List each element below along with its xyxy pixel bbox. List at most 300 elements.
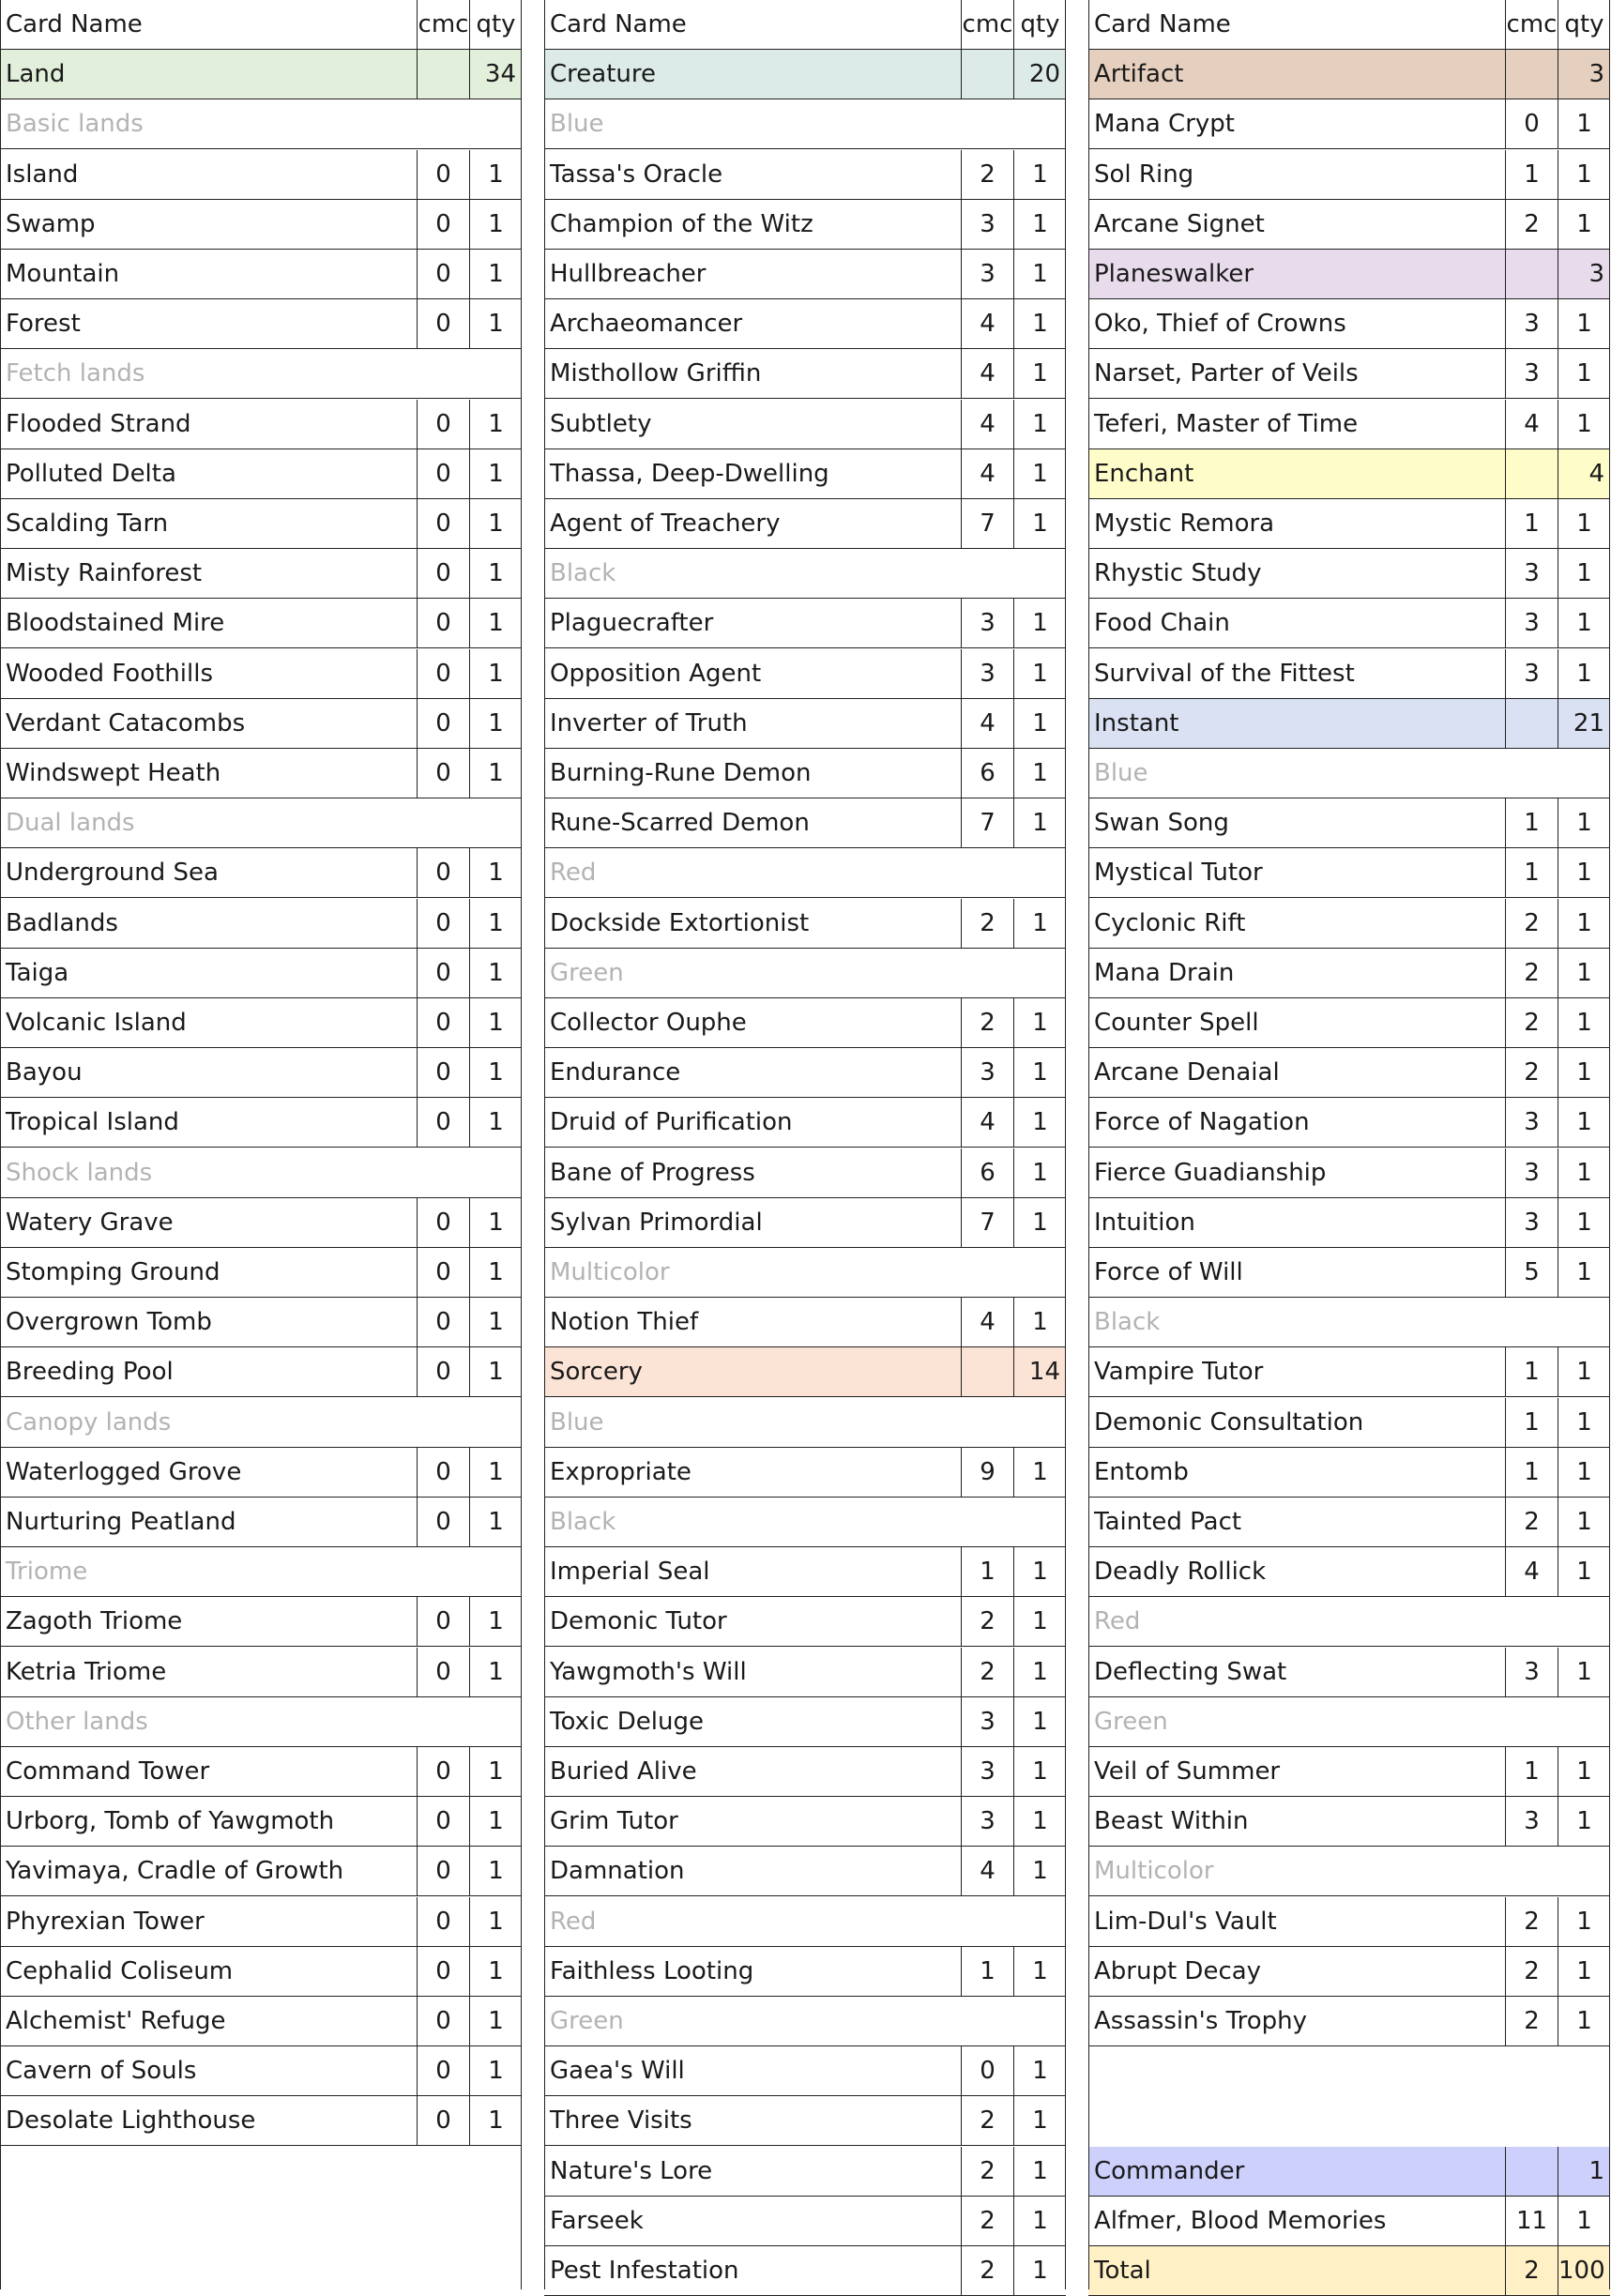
- card-row: [544, 2246, 1066, 2296]
- card-cmc: 3: [961, 599, 1013, 648]
- card-qty: 1: [1013, 349, 1066, 399]
- card-cmc: 4: [961, 1298, 1013, 1347]
- subheading-label: Green: [1088, 1697, 1610, 1747]
- card-cmc: 1: [1505, 798, 1558, 848]
- card-row: [544, 400, 1066, 449]
- card-row: [0, 1448, 522, 1498]
- card-row: [1088, 1547, 1610, 1597]
- card-qty: 1: [1558, 549, 1610, 599]
- card-qty: 1: [1013, 1048, 1066, 1098]
- card-row: [1088, 549, 1610, 599]
- card-qty: 1: [469, 749, 522, 798]
- card-row: [0, 150, 522, 200]
- card-qty: 1: [469, 1098, 522, 1148]
- card-name: Underground Sea: [0, 848, 417, 898]
- card-name: Waterlogged Grove: [0, 1448, 417, 1498]
- category-qty: 14: [1013, 1347, 1066, 1397]
- card-name: Grim Tutor: [544, 1797, 961, 1847]
- card-name: Archaeomancer: [544, 299, 961, 349]
- card-row: [0, 2046, 522, 2096]
- card-row: [1088, 1797, 1610, 1847]
- card-cmc: 0: [417, 749, 469, 798]
- card-qty: 1: [469, 250, 522, 299]
- card-cmc: 3: [1505, 1148, 1558, 1198]
- category-name: Sorcery: [544, 1347, 961, 1397]
- card-qty: 1: [1013, 1797, 1066, 1847]
- subheading-row-shock-lands: [0, 1148, 522, 1198]
- card-cmc: 7: [961, 499, 1013, 549]
- card-name: Flooded Strand: [0, 400, 417, 449]
- card-name: Mountain: [0, 250, 417, 299]
- card-name: Bayou: [0, 1048, 417, 1098]
- card-row: [1088, 599, 1610, 648]
- card-row: [544, 2147, 1066, 2197]
- card-qty: 1: [469, 1797, 522, 1847]
- category-row-commander: [1088, 2147, 1610, 2197]
- card-row: [0, 299, 522, 349]
- card-cmc: 1: [1505, 1448, 1558, 1498]
- card-row: [544, 1048, 1066, 1098]
- subheading-label: Red: [544, 848, 1066, 898]
- card-name: Beast Within: [1088, 1797, 1505, 1847]
- category-qty: 20: [1013, 50, 1066, 99]
- category-name: Enchant: [1088, 449, 1505, 499]
- card-cmc: 0: [417, 599, 469, 648]
- card-row: [544, 1797, 1066, 1847]
- card-name: Scalding Tarn: [0, 499, 417, 549]
- card-cmc: 0: [417, 499, 469, 549]
- card-qty: 1: [1558, 1448, 1610, 1498]
- card-qty: 1: [1013, 798, 1066, 848]
- card-name: Food Chain: [1088, 599, 1505, 648]
- subheading-row-other-lands: [0, 1697, 522, 1747]
- card-row: [0, 699, 522, 749]
- card-name: Stomping Ground: [0, 1248, 417, 1298]
- card-qty: 1: [469, 1597, 522, 1647]
- card-row: [544, 649, 1066, 699]
- card-qty: 1: [1013, 998, 1066, 1048]
- card-qty: 1: [1558, 899, 1610, 949]
- card-name: Farseek: [544, 2197, 961, 2246]
- card-cmc: 0: [417, 1947, 469, 1997]
- card-qty: 1: [1558, 599, 1610, 648]
- card-cmc: 3: [961, 1697, 1013, 1747]
- card-row: [1088, 1098, 1610, 1148]
- card-row: [1088, 1248, 1610, 1298]
- card-name: Collector Ouphe: [544, 998, 961, 1048]
- qty-header: qty: [469, 0, 522, 50]
- card-qty: 1: [1013, 1847, 1066, 1896]
- card-name: Entomb: [1088, 1448, 1505, 1498]
- subheading-label: Basic lands: [0, 99, 522, 149]
- card-name: Island: [0, 150, 417, 200]
- card-cmc: 2: [1505, 1498, 1558, 1547]
- card-row: [544, 1597, 1066, 1647]
- card-name: Subtlety: [544, 400, 961, 449]
- category-cmc: [1505, 449, 1558, 499]
- card-name: Mana Drain: [1088, 949, 1505, 998]
- card-name: Tassa's Oracle: [544, 150, 961, 200]
- category-row-instant: [1088, 699, 1610, 749]
- card-qty: 1: [1013, 1648, 1066, 1697]
- card-name-header: Card Name: [0, 0, 417, 50]
- subheading-row-blue: [1088, 749, 1610, 798]
- category-qty: 3: [1558, 250, 1610, 299]
- card-row: [0, 1847, 522, 1896]
- card-row: [1088, 349, 1610, 399]
- card-qty: 1: [1558, 848, 1610, 898]
- card-row: [544, 2096, 1066, 2146]
- card-name: Windswept Heath: [0, 749, 417, 798]
- card-row: [1088, 899, 1610, 949]
- card-name: Dockside Extortionist: [544, 899, 961, 949]
- card-name: Alfmer, Blood Memories: [1088, 2197, 1505, 2246]
- card-qty: 1: [1558, 1148, 1610, 1198]
- card-qty: 1: [1558, 1098, 1610, 1148]
- card-name: Demonic Consultation: [1088, 1398, 1505, 1448]
- category-qty: 4: [1558, 449, 1610, 499]
- card-cmc: 3: [961, 250, 1013, 299]
- card-name: Bloodstained Mire: [0, 599, 417, 648]
- card-name: Forest: [0, 299, 417, 349]
- card-row: [544, 1148, 1066, 1198]
- card-row: [0, 899, 522, 949]
- card-qty: 1: [1558, 200, 1610, 250]
- card-qty: 1: [1558, 299, 1610, 349]
- card-cmc: 2: [1505, 1947, 1558, 1997]
- card-cmc: 3: [1505, 1098, 1558, 1148]
- category-cmc: [961, 50, 1013, 99]
- card-name: Zagoth Triome: [0, 1597, 417, 1647]
- card-cmc: 0: [417, 1997, 469, 2046]
- card-row: [0, 998, 522, 1048]
- card-cmc: 1: [1505, 150, 1558, 200]
- category-cmc: [417, 50, 469, 99]
- card-cmc: 0: [417, 1248, 469, 1298]
- card-cmc: 2: [1505, 1997, 1558, 2046]
- card-row: [1088, 1398, 1610, 1448]
- card-cmc: 0: [417, 1747, 469, 1797]
- card-cmc: 6: [961, 749, 1013, 798]
- card-qty: 1: [1558, 949, 1610, 998]
- card-qty: 1: [1013, 2096, 1066, 2146]
- card-qty: 1: [1013, 1747, 1066, 1797]
- card-row: [0, 1498, 522, 1547]
- card-row: [0, 649, 522, 699]
- card-name-header: Card Name: [544, 0, 961, 50]
- subheading-row-canopy-lands: [0, 1398, 522, 1448]
- card-row: [0, 1298, 522, 1347]
- card-qty: 1: [1013, 2246, 1066, 2296]
- empty-row: [1088, 2046, 1610, 2096]
- column-right-border: [1065, 0, 1066, 2289]
- card-qty: 1: [1013, 1148, 1066, 1198]
- card-cmc: 2: [961, 150, 1013, 200]
- column-left-border: [1088, 0, 1089, 2289]
- card-cmc: 1: [1505, 1398, 1558, 1448]
- card-cmc: 3: [1505, 549, 1558, 599]
- card-cmc: 0: [417, 949, 469, 998]
- card-qty: 1: [1558, 150, 1610, 200]
- card-row: [0, 1597, 522, 1647]
- card-name: Endurance: [544, 1048, 961, 1098]
- card-name: Tainted Pact: [1088, 1498, 1505, 1547]
- subheading-row-green: [544, 949, 1066, 998]
- card-qty: 1: [1558, 1997, 1610, 2046]
- card-cmc: 4: [961, 699, 1013, 749]
- category-cmc: [1505, 50, 1558, 99]
- card-cmc: 0: [417, 998, 469, 1048]
- card-cmc: 3: [961, 1797, 1013, 1847]
- card-cmc: 0: [417, 1847, 469, 1896]
- card-qty: 1: [469, 899, 522, 949]
- card-qty: 1: [469, 1947, 522, 1997]
- subheading-row-multicolor: [1088, 1847, 1610, 1896]
- card-qty: 1: [1558, 1498, 1610, 1547]
- card-row: [1088, 1347, 1610, 1397]
- column-right-border: [521, 0, 522, 2289]
- card-qty: 1: [1013, 449, 1066, 499]
- card-name: Burning-Rune Demon: [544, 749, 961, 798]
- card-qty: 1: [1013, 299, 1066, 349]
- card-qty: 1: [1558, 1547, 1610, 1597]
- subheading-label: Red: [544, 1897, 1066, 1947]
- card-qty: 1: [469, 2096, 522, 2146]
- card-name: Volcanic Island: [0, 998, 417, 1048]
- subheading-row-red: [544, 1897, 1066, 1947]
- card-row: [0, 1347, 522, 1397]
- card-qty: 1: [469, 998, 522, 1048]
- card-name: Deflecting Swat: [1088, 1648, 1505, 1697]
- card-cmc: 0: [417, 899, 469, 949]
- card-qty: 1: [1013, 1697, 1066, 1747]
- card-row: [1088, 200, 1610, 250]
- card-name: Expropriate: [544, 1448, 961, 1498]
- subheading-row-fetch-lands: [0, 349, 522, 399]
- card-name: Oko, Thief of Crowns: [1088, 299, 1505, 349]
- card-name: Urborg, Tomb of Yawgmoth: [0, 1797, 417, 1847]
- card-name: Survival of the Fittest: [1088, 649, 1505, 699]
- card-qty: 1: [469, 949, 522, 998]
- card-cmc: 0: [417, 1797, 469, 1847]
- card-row: [1088, 848, 1610, 898]
- card-cmc: 3: [961, 1747, 1013, 1797]
- subheading-row-black: [1088, 1298, 1610, 1347]
- card-row: [544, 1648, 1066, 1697]
- card-name: Vampire Tutor: [1088, 1347, 1505, 1397]
- card-row: [544, 499, 1066, 549]
- card-row: [0, 1797, 522, 1847]
- card-name: Bane of Progress: [544, 1148, 961, 1198]
- category-row-artifact: [1088, 50, 1610, 99]
- card-qty: 1: [469, 1997, 522, 2046]
- card-row: [544, 749, 1066, 798]
- card-name: Demonic Tutor: [544, 1597, 961, 1647]
- card-cmc: 4: [961, 1098, 1013, 1148]
- card-name: Yavimaya, Cradle of Growth: [0, 1847, 417, 1896]
- card-name: Wooded Foothills: [0, 649, 417, 699]
- card-qty: 1: [1013, 899, 1066, 949]
- card-name: Pest Infestation: [544, 2246, 961, 2296]
- card-name: Misty Rainforest: [0, 549, 417, 599]
- column-left-border: [0, 0, 1, 2289]
- card-name: Cyclonic Rift: [1088, 899, 1505, 949]
- card-cmc: 2: [1505, 949, 1558, 998]
- card-row: [544, 1098, 1066, 1148]
- card-name: Narset, Parter of Veils: [1088, 349, 1505, 399]
- card-name: Breeding Pool: [0, 1347, 417, 1397]
- category-name: Artifact: [1088, 50, 1505, 99]
- card-name: Sylvan Primordial: [544, 1198, 961, 1248]
- noncreature-spells-column: [1088, 0, 1610, 2289]
- card-cmc: 0: [417, 150, 469, 200]
- subheading-label: Triome: [0, 1547, 522, 1597]
- card-row: [544, 1947, 1066, 1997]
- card-qty: 1: [469, 1048, 522, 1098]
- card-row: [0, 1198, 522, 1248]
- card-row: [0, 1048, 522, 1098]
- card-row: [544, 1198, 1066, 1248]
- card-row: [0, 1248, 522, 1298]
- subheading-row-green: [544, 1997, 1066, 2046]
- card-row: [0, 949, 522, 998]
- category-row-enchant: [1088, 449, 1610, 499]
- card-name: Assassin's Trophy: [1088, 1997, 1505, 2046]
- card-qty: 1: [469, 649, 522, 699]
- empty-row: [1088, 2096, 1610, 2146]
- card-qty: 1: [1558, 1947, 1610, 1997]
- category-name: Land: [0, 50, 417, 99]
- card-qty: 1: [1013, 2197, 1066, 2246]
- card-row: [1088, 1448, 1610, 1498]
- subheading-row-basic-lands: [0, 99, 522, 149]
- card-cmc: 3: [1505, 299, 1558, 349]
- card-name: Toxic Deluge: [544, 1697, 961, 1747]
- category-cmc: 2: [1505, 2246, 1558, 2296]
- card-row: [544, 798, 1066, 848]
- category-cmc: [1505, 250, 1558, 299]
- card-qty: 1: [1013, 2046, 1066, 2096]
- table-header-row: [0, 0, 522, 50]
- card-qty: 1: [469, 1847, 522, 1896]
- subheading-label: Multicolor: [544, 1248, 1066, 1298]
- card-qty: 1: [469, 1248, 522, 1298]
- card-cmc: 0: [417, 1048, 469, 1098]
- category-name: Planeswalker: [1088, 250, 1505, 299]
- card-row: [0, 499, 522, 549]
- card-name: Command Tower: [0, 1747, 417, 1797]
- card-cmc: 4: [961, 349, 1013, 399]
- card-qty: 1: [469, 1298, 522, 1347]
- card-cmc: 0: [417, 400, 469, 449]
- card-row: [1088, 1897, 1610, 1947]
- card-qty: 1: [1558, 99, 1610, 149]
- card-cmc: 7: [961, 798, 1013, 848]
- card-cmc: 9: [961, 1448, 1013, 1498]
- subheading-row-triome: [0, 1547, 522, 1597]
- card-row: [0, 1897, 522, 1947]
- category-name: Total: [1088, 2246, 1505, 2296]
- cmc-header: cmc: [961, 0, 1013, 50]
- card-qty: 1: [1013, 1947, 1066, 1997]
- card-row: [1088, 1048, 1610, 1098]
- card-row: [1088, 1648, 1610, 1697]
- card-cmc: 2: [961, 1597, 1013, 1647]
- card-row: [1088, 1498, 1610, 1547]
- card-qty: 1: [1558, 2197, 1610, 2246]
- subheading-row-dual-lands: [0, 798, 522, 848]
- card-cmc: 1: [1505, 1747, 1558, 1797]
- category-name: Commander: [1088, 2147, 1505, 2197]
- card-row: [544, 1697, 1066, 1747]
- card-row: [544, 150, 1066, 200]
- card-row: [1088, 649, 1610, 699]
- subheading-label: Green: [544, 1997, 1066, 2046]
- card-qty: 1: [1558, 998, 1610, 1048]
- card-row: [544, 699, 1066, 749]
- card-name: Veil of Summer: [1088, 1747, 1505, 1797]
- card-name: Cephalid Coliseum: [0, 1947, 417, 1997]
- column-right-border: [1609, 0, 1610, 2289]
- card-qty: 1: [469, 1347, 522, 1397]
- card-cmc: 3: [1505, 349, 1558, 399]
- category-qty: 3: [1558, 50, 1610, 99]
- card-row: [544, 299, 1066, 349]
- card-name: Counter Spell: [1088, 998, 1505, 1048]
- card-row: [544, 1747, 1066, 1797]
- category-row-land: [0, 50, 522, 99]
- card-cmc: 4: [961, 400, 1013, 449]
- column-left-border: [544, 0, 545, 2289]
- card-qty: 1: [1558, 1398, 1610, 1448]
- card-name: Champion of the Witz: [544, 200, 961, 250]
- card-row: [1088, 798, 1610, 848]
- card-row: [0, 848, 522, 898]
- category-qty: 1: [1558, 2147, 1610, 2197]
- card-cmc: 2: [961, 2197, 1013, 2246]
- subheading-label: Black: [544, 549, 1066, 599]
- card-name: Agent of Treachery: [544, 499, 961, 549]
- card-cmc: 1: [1505, 1347, 1558, 1397]
- card-qty: 1: [1558, 1797, 1610, 1847]
- card-cmc: 0: [417, 2046, 469, 2096]
- card-row: [1088, 400, 1610, 449]
- card-name: Yawgmoth's Will: [544, 1648, 961, 1697]
- card-qty: 1: [1558, 1198, 1610, 1248]
- card-qty: 1: [1558, 499, 1610, 549]
- card-cmc: 0: [417, 2096, 469, 2146]
- card-cmc: 2: [961, 2147, 1013, 2197]
- subheading-label: Black: [1088, 1298, 1610, 1347]
- card-qty: 1: [1013, 649, 1066, 699]
- subheading-label: Canopy lands: [0, 1398, 522, 1448]
- card-qty: 1: [1558, 798, 1610, 848]
- card-name-header: Card Name: [1088, 0, 1505, 50]
- card-cmc: 0: [417, 1597, 469, 1647]
- card-cmc: 2: [1505, 1897, 1558, 1947]
- qty-header: qty: [1558, 0, 1610, 50]
- card-row: [0, 200, 522, 250]
- card-qty: 1: [469, 200, 522, 250]
- lands-column: [0, 0, 522, 2289]
- card-name: Swamp: [0, 200, 417, 250]
- card-cmc: 2: [961, 2096, 1013, 2146]
- card-name: Opposition Agent: [544, 649, 961, 699]
- card-cmc: 3: [1505, 1797, 1558, 1847]
- card-qty: 1: [469, 1198, 522, 1248]
- card-cmc: 3: [961, 649, 1013, 699]
- subheading-label: Blue: [544, 1398, 1066, 1448]
